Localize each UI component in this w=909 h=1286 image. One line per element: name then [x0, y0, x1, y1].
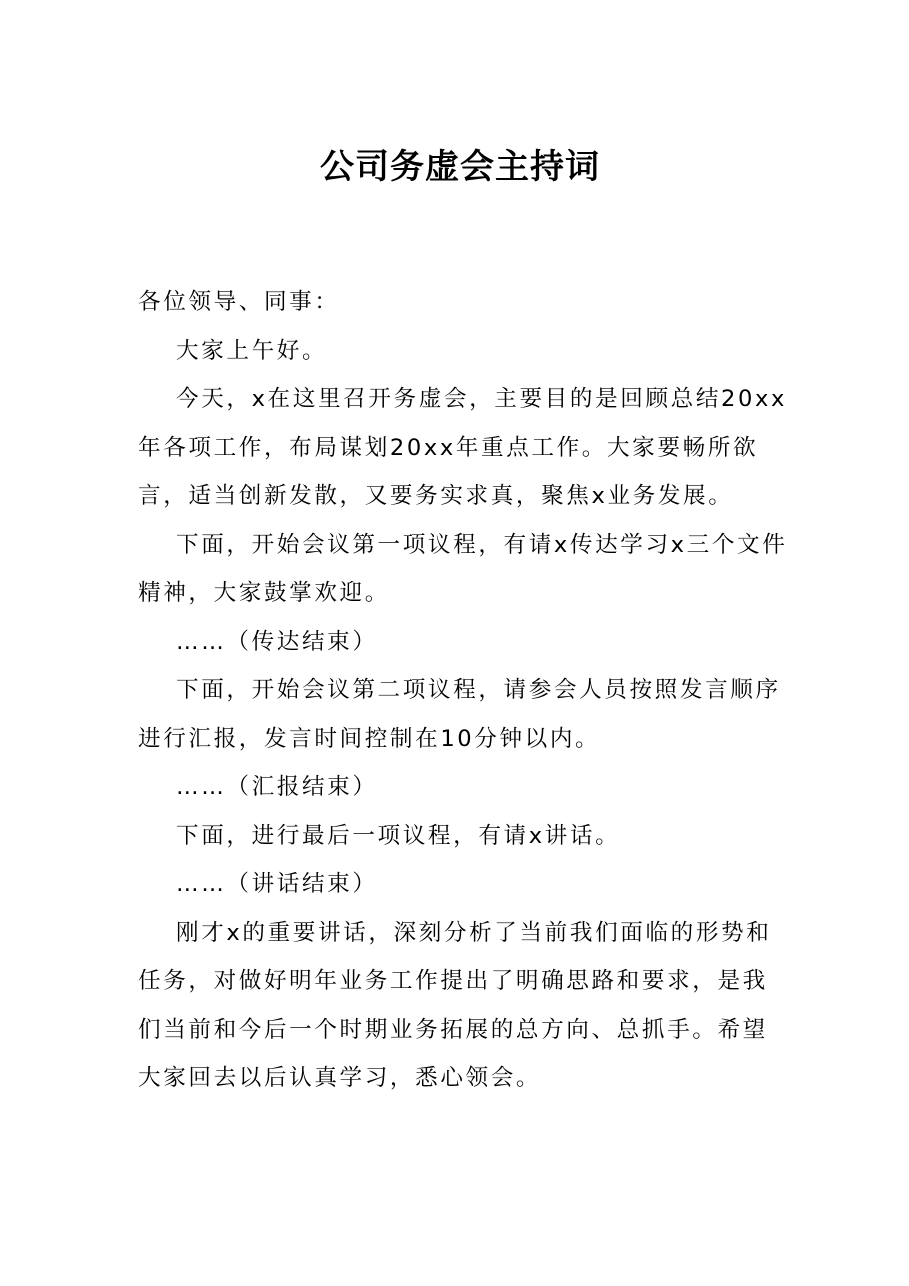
closing-paragraph: 刚才x的重要讲话，深刻分析了当前我们面临的形势和任务，对做好明年业务工作提出了明确思路和要求，是我们当前和今后一个时期业务拓展的总方向、总抓手。希望大家回去以后认真学习，悉心领会。	[138, 919, 772, 1091]
agenda-item-1-paragraph: 下面，开始会议第一项议程，有请x传达学习x三个文件精神，大家鼓掌欢迎。	[138, 531, 788, 606]
agenda-item-3-paragraph: 下面，进行最后一项议程，有请x讲话。	[176, 822, 621, 849]
salutation: 各位领导、同事：	[138, 289, 340, 315]
agenda-item-1-end: ……（传达结束）	[176, 628, 378, 655]
agenda-item-2-paragraph: 下面，开始会议第二项议程，请参会人员按照发言顺序进行汇报，发言时间控制在10分钟以内。	[138, 677, 781, 752]
agenda-item-3-end: ……（讲话结束）	[176, 871, 378, 897]
document-body	[138, 278, 788, 1103]
document-title: 公司务虚会主持词	[320, 147, 600, 187]
greeting-paragraph: 大家上午好。	[176, 337, 328, 364]
agenda-item-2-end: ……（汇报结束）	[176, 774, 378, 800]
opening-paragraph: 今天，x在这里召开务虚会，主要目的是回顾总结20xx年各项工作，布局谋划20xx年重点工作。大家要畅所欲言，适当创新发散，又要务实求真，聚焦x业务发展。	[138, 386, 787, 509]
